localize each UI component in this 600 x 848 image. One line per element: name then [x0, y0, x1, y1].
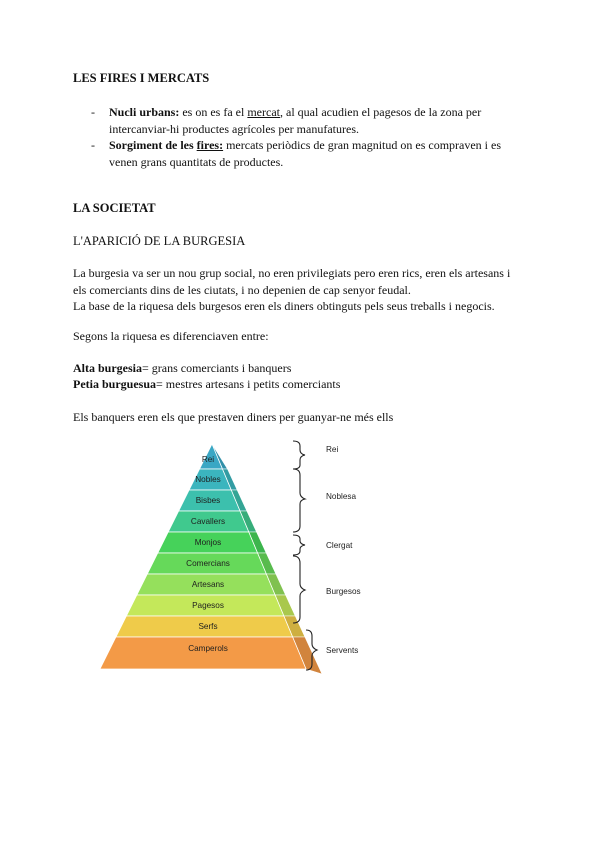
- section-title-societat: LA SOCIETAT: [73, 201, 156, 215]
- level-label-serfs: Serfs: [198, 622, 218, 631]
- paragraph-riquesa: Segons la riquesa es diferenciaven entre:: [73, 329, 269, 343]
- group-label-burgesos: Burgesos: [326, 587, 361, 596]
- bullet-label: Sorgiment de les: [109, 138, 197, 152]
- paragraph-line: La burgesia va ser un nou grup social, no eren privilegiats pero eren rics, eren els artesans i: [73, 266, 511, 280]
- group-label-servents: Servents: [326, 646, 359, 655]
- brace-burgesos: [293, 556, 305, 623]
- level-label-bisbes: Bisbes: [195, 496, 221, 505]
- group-labels: [326, 445, 361, 655]
- level-label-cavallers: Cavallers: [190, 517, 226, 526]
- subsection-title-burgesia: L'APARICIÓ DE LA BURGESIA: [73, 234, 246, 248]
- underlined-term: fires:: [196, 138, 224, 152]
- bullet-text: es on es fa el: [179, 105, 248, 119]
- term-definition: = grans comerciants i banquers: [142, 361, 292, 375]
- brace-rei: [293, 441, 305, 469]
- term-label: Alta burgesia: [73, 361, 142, 375]
- level-label-comercians: Comercians: [186, 559, 230, 568]
- underlined-term: mercat: [247, 105, 280, 119]
- paragraph-line: La base de la riquesa dels burgesos eren els diners obtinguts pels seus treballs i negocis.: [73, 299, 495, 313]
- bullet-marker: -: [91, 105, 95, 119]
- bullet-label: Nucli urbans:: [109, 105, 180, 119]
- term-definition: = mestres artesans i petits comerciants: [156, 377, 341, 391]
- bullet-text: , al qual acudien el pagesos de la zona per: [280, 105, 482, 119]
- level-label-pagesos: Pagesos: [192, 601, 224, 610]
- level-label-nobles: Nobles: [195, 475, 221, 484]
- paragraph-banquers: Els banquers eren els que prestaven diners per guanyar-ne més ells: [73, 410, 394, 424]
- pyramid-band-camperols: [100, 637, 306, 669]
- section-title-fires: LES FIRES I MERCATS: [73, 71, 210, 85]
- bullet-text-line2: venen grans quantitats de productes.: [109, 154, 284, 169]
- level-label-rei: Rei: [201, 455, 215, 464]
- bullet-text: mercats periòdics de gran magnitud on es compraven i es: [223, 138, 502, 152]
- brace-noblesa: [293, 469, 305, 532]
- bullet-marker: -: [91, 138, 95, 152]
- term-label: Petia burguesua: [73, 377, 157, 391]
- group-label-noblesa: Noblesa: [326, 492, 357, 501]
- brace-clergat: [293, 535, 305, 555]
- paragraph-line: els comerciants dins de les ciutats, i no depenien de cap senyor feudal.: [73, 282, 411, 297]
- level-label-monjos: Monjos: [194, 538, 222, 547]
- group-label-rei: Rei: [326, 445, 339, 454]
- level-label-artesans: Artesans: [191, 580, 225, 589]
- group-label-clergat: Clergat: [326, 541, 353, 550]
- level-label-camperols: Camperols: [188, 644, 228, 653]
- bullet-text-line2: intercanviar-hi productes agrícoles per manufatures.: [109, 121, 359, 136]
